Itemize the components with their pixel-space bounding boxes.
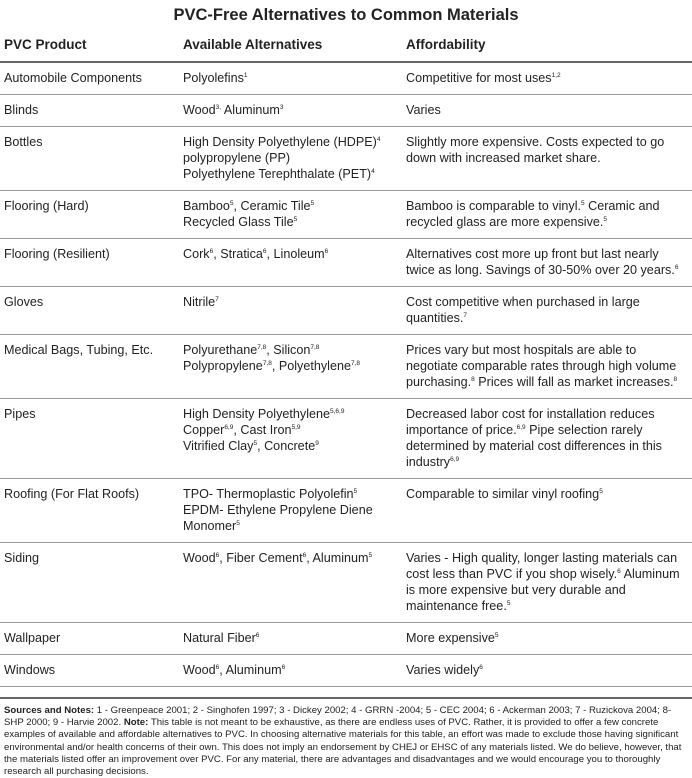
citation-superscript: 5,9 [291,423,301,431]
table-row [0,399,692,479]
citation-superscript: 6 [209,247,214,255]
affordability-text: Ceramic and recycled glass are more expensive. [406,199,660,229]
affordability-text: Comparable to similar vinyl roofing [406,487,600,501]
citation-superscript: 5 [229,199,234,207]
citation-superscript: 8 [471,375,475,383]
affordability-cell [398,127,692,191]
citation-superscript: 4 [371,167,375,175]
alternatives-line [183,358,394,374]
alternatives-line [183,294,394,310]
affordability-cell [398,95,692,127]
affordability-cell [398,543,692,623]
alternatives-line [183,342,394,358]
affordability-cell [398,239,692,287]
sources-text: 1 - Greenpeace 2001; 2 - Singhofen 1997; 3 - Dickey 2002; 4 - GRRN -2004; 5 - CEC 2004; 6 - Ackerman 2003; 7 - Ruzickova 2004; 8- SHP 2000; 9 - Harvie 2002. [4,705,672,729]
table-row [0,479,692,543]
affordability-cell [398,623,692,655]
citation-superscript: 7 [463,311,468,319]
citation-superscript: 7,8 [262,359,272,367]
alternatives-text: Vitrified Clay [183,439,254,453]
citation-superscript: 6 [617,567,621,575]
citation-superscript: 5,6,9 [330,407,345,415]
citation-superscript: 5 [353,487,358,495]
citation-superscript: 3, [215,103,222,111]
alternatives-cell [171,287,398,335]
alternatives-cell [171,543,398,623]
alternatives-cell [171,655,398,687]
alternatives-text: , Polyethylene [271,359,351,373]
alternatives-line [183,166,394,182]
affordability-line [406,246,688,278]
citation-superscript: 1 [243,71,248,79]
alternatives-line [183,662,394,678]
citation-superscript: 6 [479,663,483,671]
affordability-cell [398,335,692,399]
table-row [0,623,692,655]
affordability-cell [398,399,692,479]
affordability-cell [398,287,692,335]
affordability-text: Prices vary but most hospitals are able to negotiate comparable rates through high volume purchasing. [406,343,677,389]
citation-superscript: 6 [324,247,329,255]
affordability-line [406,342,688,390]
product-cell: Wallpaper [0,623,171,655]
affordability-text: Competitive for most uses [406,71,552,85]
alternatives-cell [171,479,398,543]
sources-and-notes [0,699,692,778]
citation-superscript: 9 [315,439,319,447]
alternatives-text: Nitrile [183,295,216,309]
alternatives-text: , Ceramic Tile [233,199,311,213]
table-row [0,239,692,287]
product-cell: Flooring (Hard) [0,191,171,239]
product-cell: Siding [0,543,171,623]
alternatives-text: Monomer [183,519,237,533]
alternatives-cell [171,335,398,399]
affordability-line [406,630,688,646]
product-cell: Gloves [0,287,171,335]
affordability-line [406,102,688,118]
alternatives-text: Bamboo [183,199,230,213]
alternatives-line [183,214,394,230]
citation-superscript: 4 [376,135,381,143]
affordability-text: Prices will fall as market increases. [474,375,674,389]
alternatives-text: Aluminum [221,103,280,117]
citation-superscript: 6 [262,247,267,255]
table-row [0,335,692,399]
alternatives-line [183,630,394,646]
citation-superscript: 6,9 [450,455,460,463]
alternatives-line [183,422,394,438]
alternatives-text: polypropylene (PP) [183,151,291,165]
product-cell: Medical Bags, Tubing, Etc. [0,335,171,399]
affordability-text: Varies [406,103,441,117]
header-affordability: Affordability [398,30,692,62]
alternatives-cell [171,127,398,191]
citation-superscript: 7 [215,295,219,303]
citation-superscript: 7,8 [257,343,267,351]
citation-superscript: 6 [281,663,286,671]
affordability-text: Aluminum is more expensive but very durable and maintenance free. [406,567,680,613]
citation-superscript: 5 [293,215,298,223]
affordability-text: Cost competitive when purchased in large quantities. [406,295,640,325]
affordability-line [406,198,688,230]
affordability-text: Decreased labor cost for installation reduces importance of price. [406,407,655,437]
citation-superscript: 5 [506,599,511,607]
citation-superscript: 6 [674,263,679,271]
product-cell: Bottles [0,127,171,191]
note-text: This table is not meant to be exhaustive, as there are endless uses of PVC. Rather, it is provided to offer a few concrete examples of available and affordable alternatives to PVC. In choosing alternative materials for this table, an effort was made to exclude those having significant environmental and/or health concerns of their own. This does not imply an endorsement by CHEJ or EHSC of any materials listed. We do believe, however, that the materials listed offer an improvement over PVC. For any material, there are advantages and disadvantages and we would encourage you to thoroughly research all purchasing decisions. [4,717,682,778]
citation-superscript: 5 [581,199,585,207]
alternatives-cell [171,62,398,95]
citation-superscript: 1,2 [551,71,561,79]
affordability-text: Alternatives cost more up front but last nearly twice as long. Savings of 30-50% over 20 years. [406,247,675,277]
alternatives-text: Natural Fiber [183,631,256,645]
product-cell: Flooring (Resilient) [0,239,171,287]
alternatives-text: EPDM- Ethylene Propylene Diene [183,503,373,517]
page-title: PVC-Free Alternatives to Common Materials [173,6,519,24]
alternatives-line [183,246,394,262]
table-body [0,62,692,687]
alternatives-line [183,502,394,518]
alternatives-text: Wood [183,663,216,677]
alternatives-line [183,150,394,166]
alternatives-text: TPO- Thermoplastic Polyolefin [183,487,354,501]
citation-superscript: 6 [215,663,220,671]
affordability-cell [398,191,692,239]
alternatives-text: Wood [183,103,216,117]
affordability-cell [398,62,692,95]
alternatives-text: Polyethylene Terephthalate (PET) [183,167,372,181]
alternatives-line [183,70,394,86]
alternatives-text: Polypropylene [183,359,263,373]
table-row [0,543,692,623]
alternatives-cell [171,399,398,479]
citation-superscript: 5 [310,199,315,207]
affordability-line [406,550,688,614]
alternatives-text: High Density Polyethylene [183,407,331,421]
citation-superscript: 8 [673,375,678,383]
affordability-text: Varies - High quality, longer lasting materials can cost less than PVC if you shop wisely. [406,551,678,581]
affordability-text: Varies widely [406,663,480,677]
citation-superscript: 6 [215,551,220,559]
table-row [0,287,692,335]
alternatives-line [183,550,394,566]
alternatives-cell [171,95,398,127]
alternatives-text: Copper [183,423,225,437]
alternatives-text: , Stratica [213,247,263,261]
alternatives-table [0,30,692,687]
affordability-line [406,406,688,470]
product-cell: Pipes [0,399,171,479]
table-row [0,95,692,127]
alternatives-line [183,486,394,502]
alternatives-text: , Concrete [257,439,316,453]
citation-superscript: 5 [494,631,499,639]
citation-superscript: 3 [279,103,284,111]
header-pvc-product: PVC Product [0,30,171,62]
alternatives-text: , Fiber Cement [219,551,303,565]
alternatives-text: Polyurethane [183,343,258,357]
affordability-line [406,486,688,502]
affordability-line [406,134,688,166]
table-row [0,62,692,95]
alternatives-text: , Aluminum [306,551,369,565]
citation-superscript: 7,8 [350,359,361,367]
citation-superscript: 5 [368,551,373,559]
alternatives-text: High Density Polyethylene (HDPE) [183,135,377,149]
alternatives-line [183,134,394,150]
product-cell: Roofing (For Flat Roofs) [0,479,171,543]
alternatives-text: Polyolefins [183,71,244,85]
table-header-row [0,30,692,62]
product-cell: Windows [0,655,171,687]
citation-superscript: 6 [302,551,307,559]
alternatives-text: , Cast Iron [233,423,292,437]
product-cell: Blinds [0,95,171,127]
table-row [0,655,692,687]
alternatives-text: , Aluminum [219,663,282,677]
affordability-line [406,294,688,326]
affordability-cell [398,479,692,543]
alternatives-text: , Linoleum [266,247,325,261]
product-cell: Automobile Components [0,62,171,95]
alternatives-text: Wood [183,551,216,565]
affordability-line [406,70,688,86]
affordability-text: Slightly more expensive. Costs expected to go down with increased market share. [406,135,665,165]
table-row [0,127,692,191]
alternatives-text: Cork [183,247,210,261]
sources-label: Sources and Notes: [4,705,95,716]
alternatives-cell [171,191,398,239]
affordability-text: More expensive [406,631,495,645]
alternatives-cell [171,623,398,655]
alternatives-line [183,518,394,534]
alternatives-line [183,438,394,454]
citation-superscript: 5 [236,519,240,527]
citation-superscript: 5 [253,439,258,447]
note-label: Note: [123,717,149,729]
header-available-alternatives: Available Alternatives [171,30,398,62]
alternatives-line [183,406,394,422]
affordability-cell [398,655,692,687]
alternatives-cell [171,239,398,287]
alternatives-text: , Silicon [266,343,311,357]
citation-superscript: 6,9 [516,423,526,431]
affordability-text: Pipe selection rarely determined by material cost differences in this industry [406,423,662,469]
alternatives-line [183,102,394,118]
citation-superscript: 5 [603,215,608,223]
citation-superscript: 6,9 [224,423,234,431]
alternatives-text: Recycled Glass Tile [183,215,294,229]
affordability-line [406,662,688,678]
affordability-text: Bamboo is comparable to vinyl. [406,199,581,213]
citation-superscript: 5 [599,487,603,495]
citation-superscript: 6 [255,631,260,639]
citation-superscript: 7,8 [310,343,320,351]
table-row [0,191,692,239]
alternatives-line [183,198,394,214]
